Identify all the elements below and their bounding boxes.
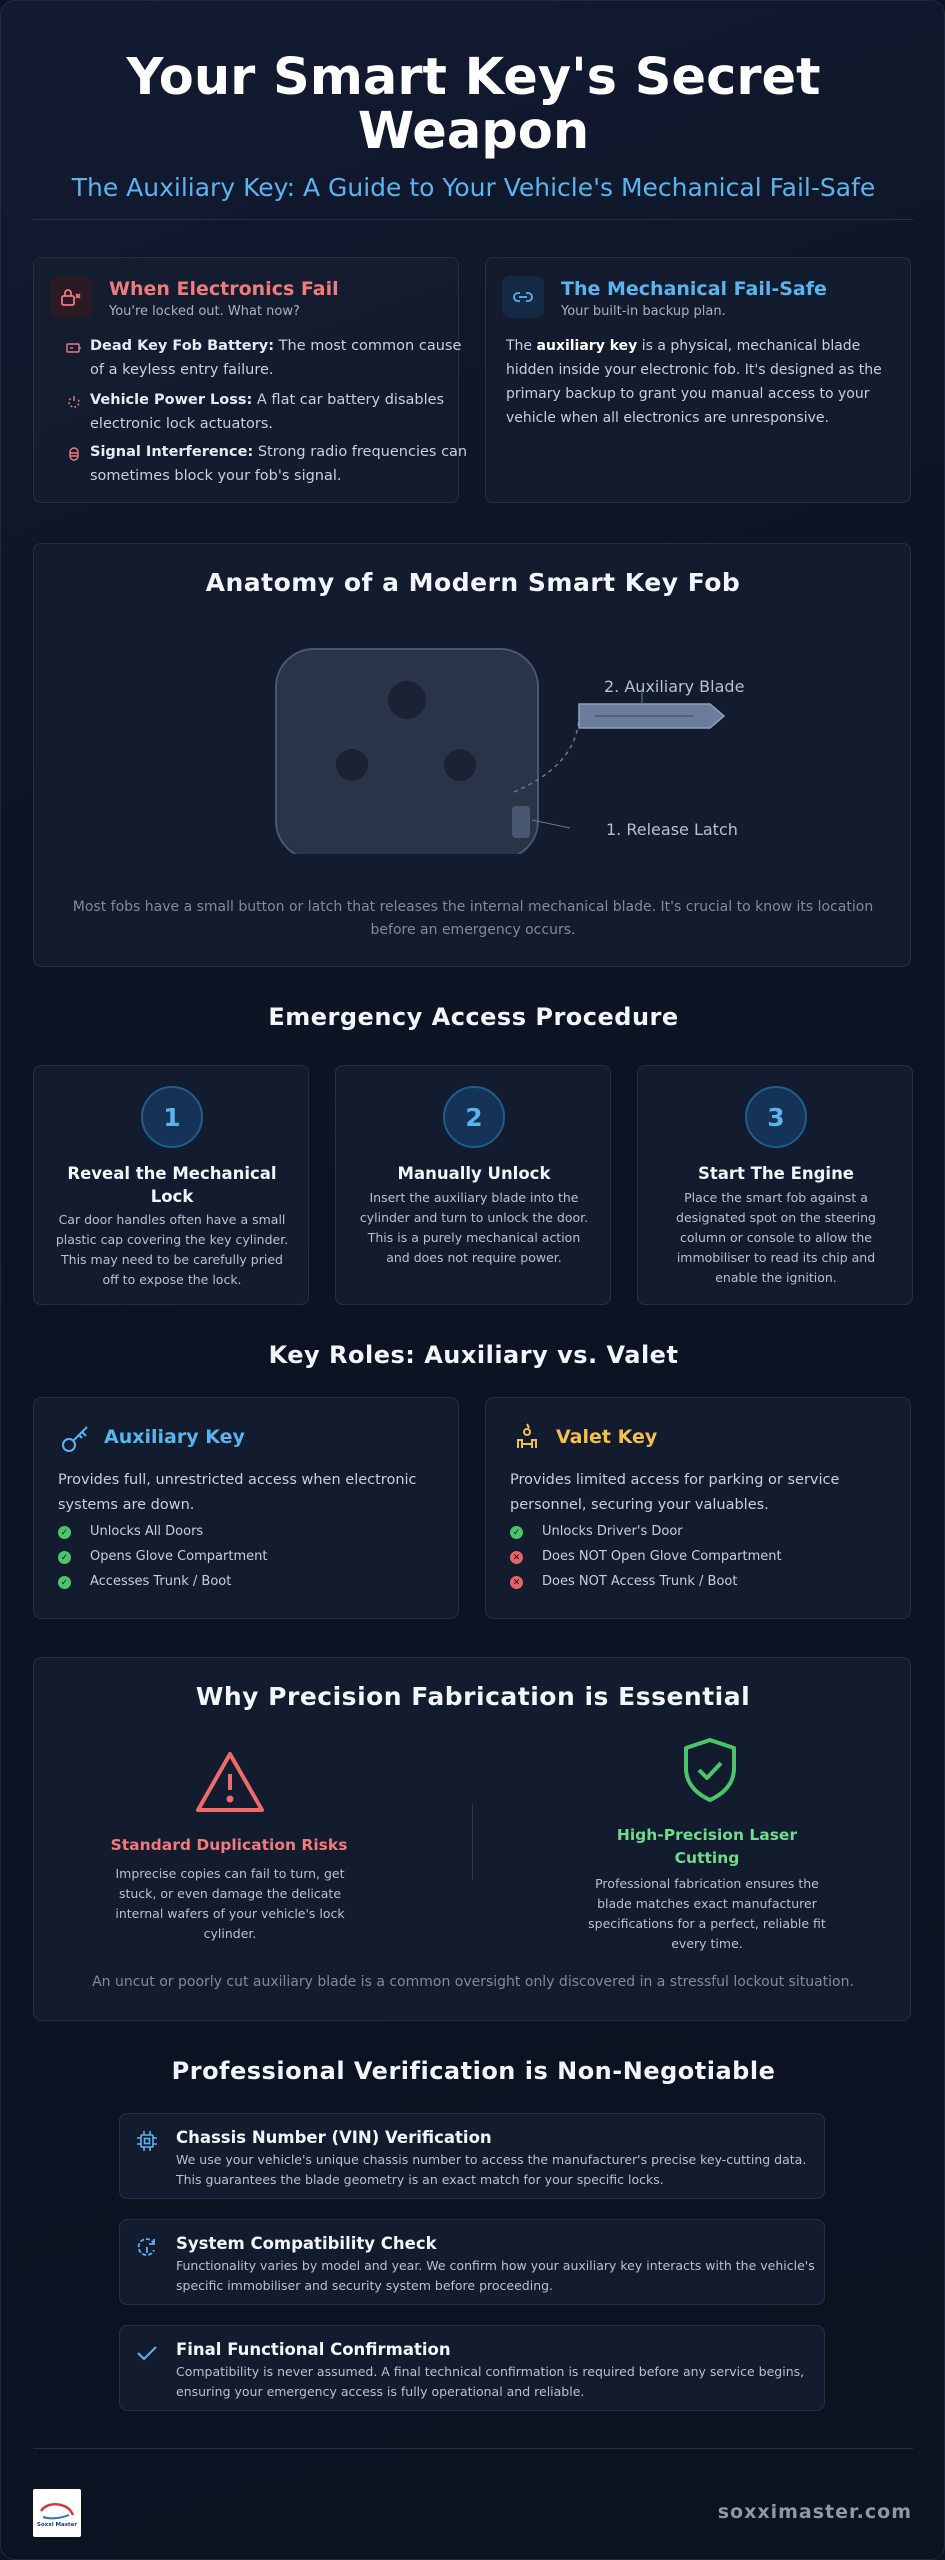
verification-item-title: Chassis Number (VIN) Verification bbox=[176, 2128, 492, 2147]
check-icon: ✓ bbox=[58, 1551, 71, 1564]
failsafe-text bbox=[506, 334, 894, 430]
verification-item-title: System Compatibility Check bbox=[176, 2234, 437, 2253]
step-text: Car door handles often have a small plastic cap covering the key cylinder. This may need to be carefully pried off to expose the lock. bbox=[55, 1212, 289, 1287]
warning-icon bbox=[194, 1750, 266, 1814]
role-feature: Does NOT Open Glove Compartment bbox=[542, 1549, 782, 1564]
shield-check-icon bbox=[680, 1736, 740, 1804]
brand-logo-mark bbox=[33, 2489, 81, 2537]
fail-reason-text: Strong radio frequencies can sometimes block your fob's signal. bbox=[90, 444, 468, 484]
signal-icon bbox=[66, 446, 82, 462]
link-icon bbox=[502, 276, 544, 318]
fob-button-left bbox=[336, 749, 368, 781]
verification-item-vin bbox=[119, 2113, 825, 2199]
step-number: 1 bbox=[141, 1086, 203, 1148]
brand-logo-text: Soxxi Master bbox=[36, 2522, 78, 2528]
valet-role-title: Valet Key bbox=[556, 1426, 658, 1448]
verification-item-compat bbox=[119, 2219, 825, 2305]
footer-site-link[interactable]: soxximaster.com bbox=[717, 2501, 912, 2523]
step-text: Insert the auxiliary blade into the cylinder and turn to unlock the door. This is a purely mechanical action and does not require power. bbox=[359, 1190, 589, 1265]
step-card-3 bbox=[637, 1065, 913, 1305]
fail-reason-text: The most common cause of a keyless entry failure. bbox=[90, 338, 462, 378]
refresh-icon bbox=[136, 2236, 158, 2258]
roles-title: Key Roles: Auxiliary vs. Valet bbox=[268, 1341, 679, 1369]
auxiliary-role-text: Provides full, unrestricted access when electronic systems are down. bbox=[58, 1472, 417, 1513]
power-icon bbox=[66, 394, 82, 410]
laser-title: High-Precision Laser Cutting bbox=[616, 1826, 798, 1867]
fail-reason-power bbox=[90, 388, 475, 436]
risk-text: Imprecise copies can fail to turn, get stuck, or even damage the delicate internal wafers of your vehicle's lock cylinder. bbox=[115, 1866, 345, 1941]
check-icon: ✓ bbox=[510, 1526, 523, 1539]
step-card-2 bbox=[335, 1065, 611, 1305]
fail-reason-strong: Signal Interference: bbox=[90, 444, 254, 460]
valet-role-card bbox=[485, 1397, 911, 1619]
procedure-title: Emergency Access Procedure bbox=[268, 1003, 679, 1031]
step-number: 3 bbox=[745, 1086, 807, 1148]
verification-item-text: Functionality varies by model and year. We confirm how your auxiliary key interacts with the vehicle's specific immobiliser and security system before proceeding. bbox=[176, 2258, 815, 2293]
role-feature: Does NOT Access Trunk / Boot bbox=[542, 1574, 738, 1589]
cross-icon: ✕ bbox=[510, 1551, 523, 1564]
chip-icon bbox=[136, 2130, 158, 2152]
fail-reason-strong: Vehicle Power Loss: bbox=[90, 392, 253, 408]
failsafe-text-strong: auxiliary key bbox=[536, 338, 638, 354]
label-auxiliary-blade: 2. Auxiliary Blade bbox=[604, 677, 745, 696]
role-feature: Unlocks Driver's Door bbox=[542, 1524, 683, 1539]
step-title: Start The Engine bbox=[697, 1164, 855, 1183]
page-subtitle: The Auxiliary Key: A Guide to Your Vehicle's Mechanical Fail-Safe bbox=[71, 173, 876, 202]
anatomy-title: Anatomy of a Modern Smart Key Fob bbox=[205, 568, 741, 597]
valet-person-icon bbox=[512, 1420, 542, 1452]
failsafe-text-post: is a physical, mechanical blade hidden inside your electronic fob. It's designed as the primary backup to grant you manual access to your vehicle when all electronics are unresponsive. bbox=[506, 338, 882, 426]
fob-button-right bbox=[444, 749, 476, 781]
step-card-1 bbox=[33, 1065, 309, 1305]
fail-reason-signal bbox=[90, 440, 475, 488]
battery-icon bbox=[66, 340, 82, 356]
precision-title: Why Precision Fabrication is Essential bbox=[195, 1682, 751, 1711]
footer-divider bbox=[33, 2448, 913, 2449]
verification-title: Professional Verification is Non-Negotiable bbox=[171, 2057, 776, 2085]
valet-role-text: Provides limited access for parking or service personnel, securing your valuables. bbox=[510, 1472, 840, 1513]
failsafe-title: The Mechanical Fail-Safe bbox=[561, 278, 827, 300]
electronics-fail-card bbox=[33, 257, 468, 503]
anatomy-caption: Most fobs have a small button or latch that releases the internal mechanical blade. It's crucial to know its location before an emergency occurs. bbox=[72, 899, 874, 938]
step-title: Manually Unlock bbox=[397, 1164, 551, 1183]
step-text: Place the smart fob against a designated spot on the steering column or console to allow the immobiliser to read its chip and enable the ignition. bbox=[676, 1190, 876, 1285]
checkmark-icon bbox=[136, 2344, 158, 2362]
anatomy-card bbox=[33, 543, 911, 967]
verification-item-title: Final Functional Confirmation bbox=[176, 2340, 451, 2359]
failsafe-subtitle: Your built-in backup plan. bbox=[561, 304, 726, 319]
role-feature: Opens Glove Compartment bbox=[90, 1549, 268, 1564]
lock-x-icon bbox=[50, 276, 92, 318]
page-title: Your Smart Key's Secret Weapon bbox=[126, 48, 821, 161]
failsafe-text-pre: The bbox=[506, 338, 537, 354]
laser-text: Professional fabrication ensures the blade matches exact manufacturer specifications for a perfect, reliable fit every time. bbox=[588, 1876, 826, 1951]
auxiliary-role-title: Auxiliary Key bbox=[104, 1426, 245, 1448]
label-release-latch: 1. Release Latch bbox=[606, 820, 738, 839]
failsafe-card bbox=[485, 257, 911, 503]
electronics-fail-subtitle: You're locked out. What now? bbox=[109, 304, 300, 319]
verification-item-text: Compatibility is never assumed. A final technical confirmation is required before any service begins, ensuring your emergency access is fully operational and reliable. bbox=[176, 2364, 805, 2399]
cross-icon: ✕ bbox=[510, 1576, 523, 1589]
fail-reason-strong: Dead Key Fob Battery: bbox=[90, 338, 275, 354]
fob-body bbox=[276, 649, 538, 854]
role-feature: Accesses Trunk / Boot bbox=[90, 1574, 232, 1589]
fail-reason-battery bbox=[90, 334, 475, 382]
precision-divider bbox=[472, 1804, 473, 1880]
fail-reason-text: A flat car battery disables electronic lock actuators. bbox=[90, 392, 445, 432]
auxiliary-role-card bbox=[33, 1397, 459, 1619]
check-icon: ✓ bbox=[58, 1526, 71, 1539]
brand-logo[interactable] bbox=[33, 2489, 81, 2537]
electronics-fail-title: When Electronics Fail bbox=[109, 278, 339, 300]
key-icon bbox=[60, 1422, 92, 1454]
role-feature: Unlocks All Doors bbox=[90, 1524, 204, 1539]
check-icon: ✓ bbox=[58, 1576, 71, 1589]
divider bbox=[33, 219, 913, 220]
precision-card bbox=[33, 1657, 911, 2021]
fob-button-top bbox=[388, 681, 426, 719]
precision-footnote: An uncut or poorly cut auxiliary blade is a common oversight only discovered in a stressful lockout situation. bbox=[92, 1974, 854, 1990]
step-title: Reveal the Mechanical Lock bbox=[67, 1164, 277, 1206]
release-latch bbox=[512, 806, 530, 838]
risk-title: Standard Duplication Risks bbox=[110, 1836, 348, 1854]
hero-header bbox=[1, 48, 945, 202]
step-number: 2 bbox=[443, 1086, 505, 1148]
key-fob-diagram bbox=[34, 624, 912, 854]
verification-item-final bbox=[119, 2325, 825, 2411]
verification-item-text: We use your vehicle's unique chassis number to access the manufacturer's precise key-cutting data. This guarantees the blade geometry is an exact match for your specific locks. bbox=[176, 2152, 807, 2187]
